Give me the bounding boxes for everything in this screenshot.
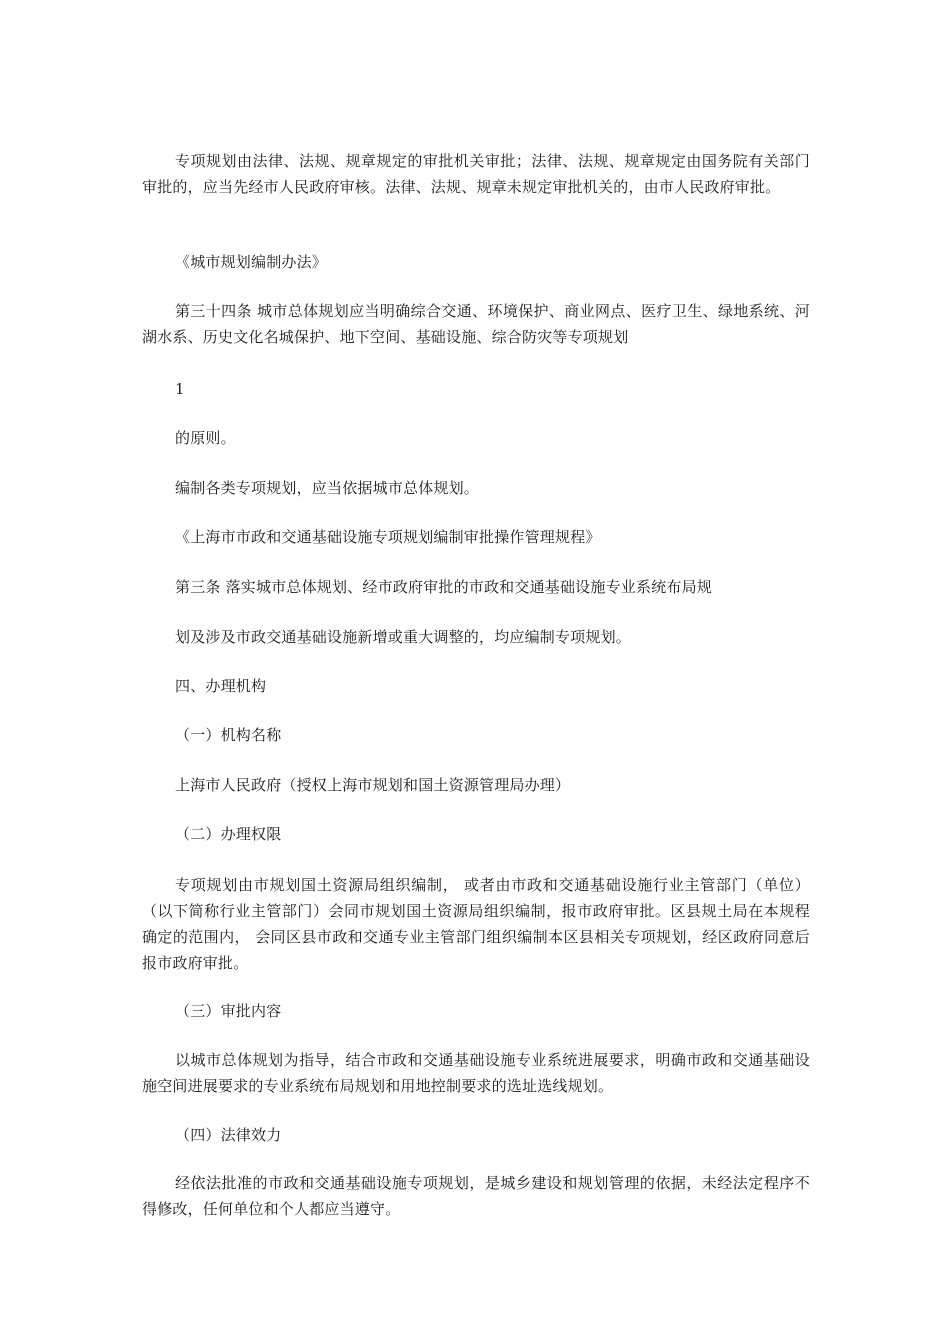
citation-urban-planning-measures: 《城市规划编制办法》 <box>175 253 328 271</box>
paragraph-approval-content: 以城市总体规划为指导，结合市政和交通基础设施专业系统进展要求，明确市政和交通基础设施空间进展要求的专业系统布局规划和用地控制要求的选址选线规划。 <box>142 1051 810 1095</box>
paragraph-compile-basis: 编制各类专项规划，应当依据城市总体规划。 <box>175 479 480 497</box>
paragraph-article-34: 第三十四条 城市总体规划应当明确综合交通、环境保护、商业网点、医疗卫生、绿地系统、河湖水系、历史文化名城保护、地下空间、基础设施、综合防灾等专项规划 <box>142 302 810 346</box>
paragraph-agency-name: 上海市人民政府（授权上海市规划和国土资源管理局办理） <box>175 776 571 794</box>
subheading-approval-content: （三）审批内容 <box>175 1002 282 1020</box>
paragraph-authority: 专项规划由市规划国土资源局组织编制， 或者由市政和交通基础设施行业主管部门（单位）（以下简称行业主管部门）会同市规划国土资源局组织编制，报市政府审批。区县规土局在本规程确定的范围内， 会同区县市政和交通专业主管部门组织编制本区县相关专项规划，经区政府同意后报市政府审批。 <box>142 876 810 972</box>
page-number: 1 <box>175 380 185 398</box>
paragraph-article-3: 第三条 落实城市总体规划、经市政府审批的市政和交通基础设施专业系统布局规 <box>175 578 712 596</box>
citation-shanghai-procedure: 《上海市市政和交通基础设施专项规划编制审批操作管理规程》 <box>175 528 601 546</box>
subheading-authority: （二）办理权限 <box>175 825 282 843</box>
paragraph-article-3-continued: 划及涉及市政交通基础设施新增或重大调整的，均应编制专项规划。 <box>175 628 632 646</box>
paragraph-approval-authority: 专项规划由法律、法规、规章规定的审批机关审批；法律、法规、规章规定由国务院有关部门审批的，应当先经市人民政府审核。法律、法规、规章未规定审批机关的，由市人民政府审批。 <box>142 152 810 196</box>
subheading-legal-effect: （四）法律效力 <box>175 1126 282 1144</box>
subheading-agency-name: （一）机构名称 <box>175 726 282 744</box>
paragraph-principle: 的原则。 <box>175 429 236 447</box>
heading-handling-agency: 四、办理机构 <box>175 677 267 695</box>
paragraph-legal-effect: 经依法批准的市政和交通基础设施专项规划，是城乡建设和规划管理的依据，未经法定程序不得修改，任何单位和个人都应当遵守。 <box>142 1174 810 1218</box>
